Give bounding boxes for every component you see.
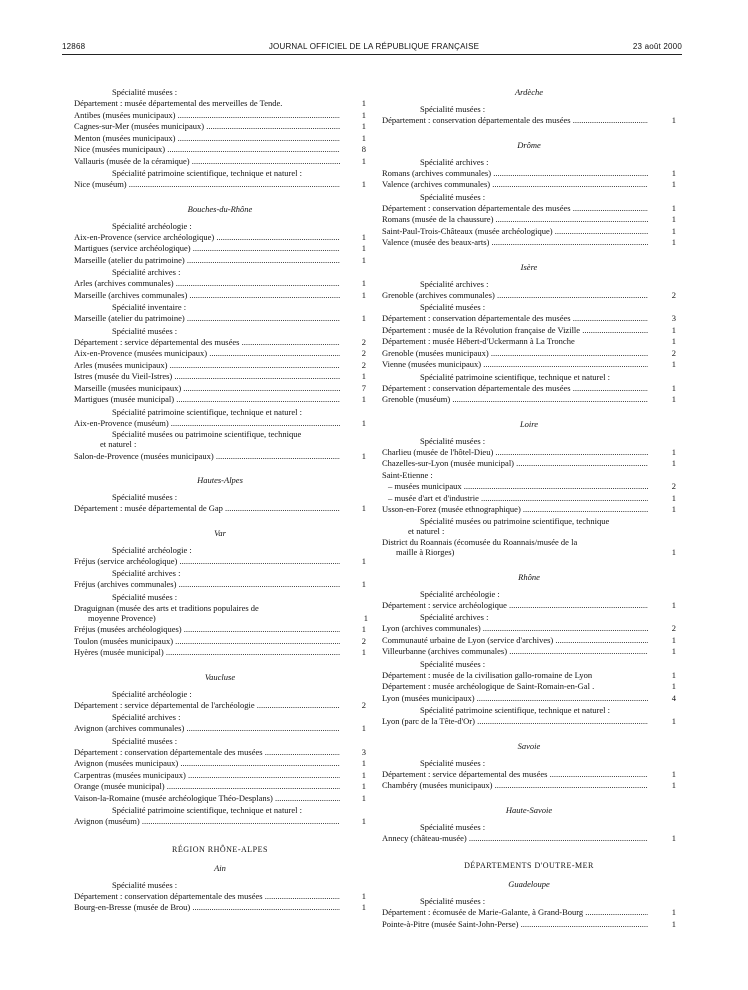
list-item: Menton (musées municipaux) ..... 1 xyxy=(74,133,366,145)
list-item: Arles (archives communales) ..... 1 xyxy=(74,278,366,290)
list-item: Vallauris (musée de la céramique) ..... 1 xyxy=(74,156,366,168)
speciality-heading: Spécialité archives : xyxy=(112,267,181,277)
list-item: Département : musée de la civilisation gallo-romaine de Lyon 1 xyxy=(382,669,676,680)
list-item: Département : musée départemental de Gap ..... 1 xyxy=(74,503,366,515)
list-item: Saint-Paul-Trois-Châteaux (musée archéologique) ..... 1 xyxy=(382,226,676,238)
speciality-heading: Spécialité musées : xyxy=(420,658,486,669)
list-item: Antibes (musées municipaux) ..... 1 xyxy=(74,110,366,122)
list-item: Département : conservation départementale des musées ..... 3 xyxy=(382,313,676,325)
list-item: Lyon (archives communales) ..... 2 xyxy=(382,623,676,635)
speciality-heading: Spécialité musées : xyxy=(112,87,178,97)
list-item: Marseille (archives communales) ..... 1 xyxy=(74,290,366,302)
speciality-heading: Spécialité patrimoine scientifique, technique et naturel : xyxy=(420,371,611,382)
speciality-heading: Spécialité archives : xyxy=(420,156,489,167)
speciality-heading: Spécialité archéologie : xyxy=(112,688,192,699)
speciality-heading: Spécialité musées : xyxy=(420,191,486,202)
list-item: Martigues (service archéologique) ..... 1 xyxy=(74,243,366,255)
list-item: Chazelles-sur-Lyon (musée municipal) ..... 1 xyxy=(382,458,676,470)
list-item: Chambéry (musées municipaux) ..... 1 xyxy=(382,780,676,792)
list-item: Pointe-à-Pitre (musée Saint-John-Perse) ..... 1 xyxy=(382,919,676,931)
speciality-heading: Spécialité archives : xyxy=(112,568,181,578)
list-item: Romans (musée de la chaussure) ..... 1 xyxy=(382,214,676,226)
list-item: Bourg-en-Bresse (musée de Brou) ..... 1 xyxy=(74,902,366,914)
right-column xyxy=(382,86,676,930)
list-item: Marseille (musées municipaux) ..... 7 xyxy=(74,383,366,395)
section-title: Hautes-Alpes xyxy=(197,475,243,485)
list-item: Valence (musée des beaux-arts) ..... 1 xyxy=(382,237,676,249)
list-item: Saint-Etienne : xyxy=(382,469,433,480)
list-item: Fréjus (service archéologique) ..... 1 xyxy=(74,556,366,568)
section-title: Isère xyxy=(520,261,538,272)
speciality-heading: Spécialité archives : xyxy=(420,278,489,289)
list-item: Avignon (musées municipaux) ..... 1 xyxy=(74,758,366,770)
speciality-heading: Spécialité musées : xyxy=(420,821,486,832)
list-item: Nice (musées municipaux) ..... 8 xyxy=(74,144,366,156)
region-title: DÉPARTEMENTS D'OUTRE-MER xyxy=(464,861,594,870)
list-item: Grenoble (musées municipaux) ..... 2 xyxy=(382,348,676,360)
list-item: Département : musée Hébert-d'Uckermann à La Tronche 1 xyxy=(382,336,676,346)
list-item: Arles (musées municipaux) ..... 2 xyxy=(74,360,366,372)
section-title: Drôme xyxy=(517,139,541,150)
speciality-heading: Spécialité musées : xyxy=(112,591,178,602)
speciality-heading: Spécialité musées : xyxy=(112,879,178,890)
list-item: Usson-en-Forez (musée ethnographique) ..... 1 xyxy=(382,504,676,516)
speciality-heading: Spécialité archéologie : xyxy=(112,544,192,555)
list-item: Avignon (archives communales) ..... 1 xyxy=(74,723,366,735)
speciality-heading: Spécialité archéologie : xyxy=(420,588,500,599)
list-item: Département : conservation départementale des musées ..... 3 xyxy=(74,747,366,759)
list-item: Département : service archéologique ..... 1 xyxy=(382,600,676,612)
list-item: Département : musée départemental des merveilles de Tende. 1 xyxy=(74,98,366,108)
speciality-heading: Spécialité patrimoine scientifique, technique et naturel : xyxy=(112,406,303,417)
list-item: Département : conservation départementale des musées ..... 1 xyxy=(74,891,366,903)
list-item: Aix-en-Provence (musées municipaux) ..... 2 xyxy=(74,348,366,360)
speciality-heading: Spécialité patrimoine scientifique, technique et naturel : xyxy=(112,168,303,178)
section-title: Ardèche xyxy=(514,87,543,97)
list-item: Département : conservation départementale des musées ..... 1 xyxy=(382,383,676,395)
list-item: Département : conservation départementale des musées ..... 1 xyxy=(382,115,676,127)
list-item: Aix-en-Provence (muséum) ..... 1 xyxy=(74,418,366,430)
left-column xyxy=(74,86,366,914)
speciality-heading: Spécialité musées : xyxy=(420,302,486,312)
section-title: Guadeloupe xyxy=(508,879,550,889)
section-title: Haute-Savoie xyxy=(505,804,553,815)
speciality-heading: Spécialité musées : xyxy=(112,325,178,336)
list-item: Carpentras (musées municipaux) ..... 1 xyxy=(74,770,366,782)
section-title: Vaucluse xyxy=(204,671,236,682)
speciality-heading: Spécialité musées ou patrimoine scientifique, technique et naturel : xyxy=(100,429,302,449)
speciality-heading: Spécialité musées : xyxy=(420,896,486,906)
speciality-heading: Spécialité musées : xyxy=(420,435,486,446)
list-item: Hyères (musée municipal) ..... 1 xyxy=(74,647,366,659)
list-item: Fréjus (musées archéologiques) ..... 1 xyxy=(74,624,366,636)
list-item: Marseille (atelier du patrimoine) ..... 1 xyxy=(74,313,366,325)
list-item: Département : service départemental de l'archéologie ..... 2 xyxy=(74,700,366,712)
list-item: Grenoble (archives communales) ..... 2 xyxy=(382,290,676,302)
speciality-heading: Spécialité musées : xyxy=(420,104,486,114)
list-item: Romans (archives communales) ..... 1 xyxy=(382,168,676,180)
speciality-heading: Spécialité patrimoine scientifique, technique et naturel : xyxy=(420,705,611,715)
list-item: Istres (musée du Vieil-Istres) ..... 1 xyxy=(74,371,366,383)
list-item: Lyon (parc de la Tête-d'Or) ..... 1 xyxy=(382,716,676,728)
list-item: Vienne (musées municipaux) ..... 1 xyxy=(382,359,676,371)
section-title: Bouches-du-Rhône xyxy=(187,203,253,214)
speciality-heading: Spécialité musées : xyxy=(112,735,178,746)
section-title: Loire xyxy=(519,418,539,429)
list-item: Salon-de-Provence (musées municipaux) ..... 1 xyxy=(74,451,366,463)
list-item: Annecy (château-musée) ..... 1 xyxy=(382,833,676,845)
list-item: Département : écomusée de Marie-Galante, à Grand-Bourg ..... 1 xyxy=(382,907,676,919)
list-item: – musée d'art et d'industrie ..... 1 xyxy=(382,493,676,505)
list-item: Draguignan (musée des arts et traditions populaires de moyenne Provence) 1 xyxy=(74,602,368,623)
header-rule xyxy=(62,54,682,55)
list-item: Aix-en-Provence (service archéologique) ..... 1 xyxy=(74,232,366,244)
list-item: District du Roannais (écomusée du Roannais/musée de la maille à Riorges) 1 xyxy=(382,537,676,557)
page-number: 12868 xyxy=(62,42,86,51)
list-item: Département : service départemental des musées ..... 2 xyxy=(74,337,366,349)
list-item: Vaison-la-Romaine (musée archéologique Théo-Desplans) ..... 1 xyxy=(74,793,366,805)
list-item: Nice (muséum) ..... 1 xyxy=(74,179,366,191)
list-item: Avignon (muséum) ..... 1 xyxy=(74,816,366,828)
speciality-heading: Spécialité archives : xyxy=(420,612,489,622)
list-item: Département : service départemental des musées ..... 1 xyxy=(382,769,676,781)
speciality-heading: Spécialité inventaire : xyxy=(112,302,187,312)
list-item: Département : conservation départementale des musées ..... 1 xyxy=(382,203,676,215)
journal-title: JOURNAL OFFICIEL DE LA RÉPUBLIQUE FRANÇAISE xyxy=(268,42,480,51)
list-item: Charlieu (musée de l'hôtel-Dieu) ..... 1 xyxy=(382,447,676,459)
speciality-heading: Spécialité musées ou patrimoine scientifique, technique et naturel : xyxy=(408,515,610,536)
list-item: Orange (musée municipal) ..... 1 xyxy=(74,781,366,793)
speciality-heading: Spécialité archéologie : xyxy=(112,220,192,231)
speciality-heading: Spécialité patrimoine scientifique, technique et naturel : xyxy=(112,805,303,815)
list-item: Toulon (musées municipaux) ..... 2 xyxy=(74,636,366,648)
section-title: Ain xyxy=(214,862,226,873)
list-item: Marseille (atelier du patrimoine) ..... 1 xyxy=(74,255,366,267)
speciality-heading: Spécialité archives : xyxy=(112,712,181,722)
list-item: – musées municipaux ..... 2 xyxy=(382,481,676,493)
issue-date: 23 août 2000 xyxy=(632,42,682,51)
list-item: Communauté urbaine de Lyon (service d'archives) ..... 1 xyxy=(382,635,676,647)
speciality-heading: Spécialité musées : xyxy=(420,757,486,768)
list-item: Département : musée de la Révolution française de Vizille ..... 1 xyxy=(382,325,676,337)
section-title: Var xyxy=(214,527,226,538)
list-item: Villeurbanne (archives communales) ..... 1 xyxy=(382,646,676,658)
list-item: Lyon (musées municipaux) ..... 4 xyxy=(382,693,676,705)
list-item: Valence (archives communales) ..... 1 xyxy=(382,179,676,191)
region-title: RÉGION RHÔNE-ALPES xyxy=(172,844,268,854)
list-item: Grenoble (muséum) ..... 1 xyxy=(382,394,676,406)
list-item: Martigues (musée municipal) ..... 1 xyxy=(74,394,366,406)
section-title: Savoie xyxy=(517,740,541,751)
speciality-heading: Spécialité musées : xyxy=(112,492,178,502)
list-item: Fréjus (archives communales) ..... 1 xyxy=(74,579,366,591)
list-item: Cagnes-sur-Mer (musées municipaux) ..... 1 xyxy=(74,121,366,133)
section-title: Rhône xyxy=(518,571,540,582)
list-item: Département : musée archéologique de Saint-Romain-en-Gal . 1 xyxy=(382,681,676,691)
